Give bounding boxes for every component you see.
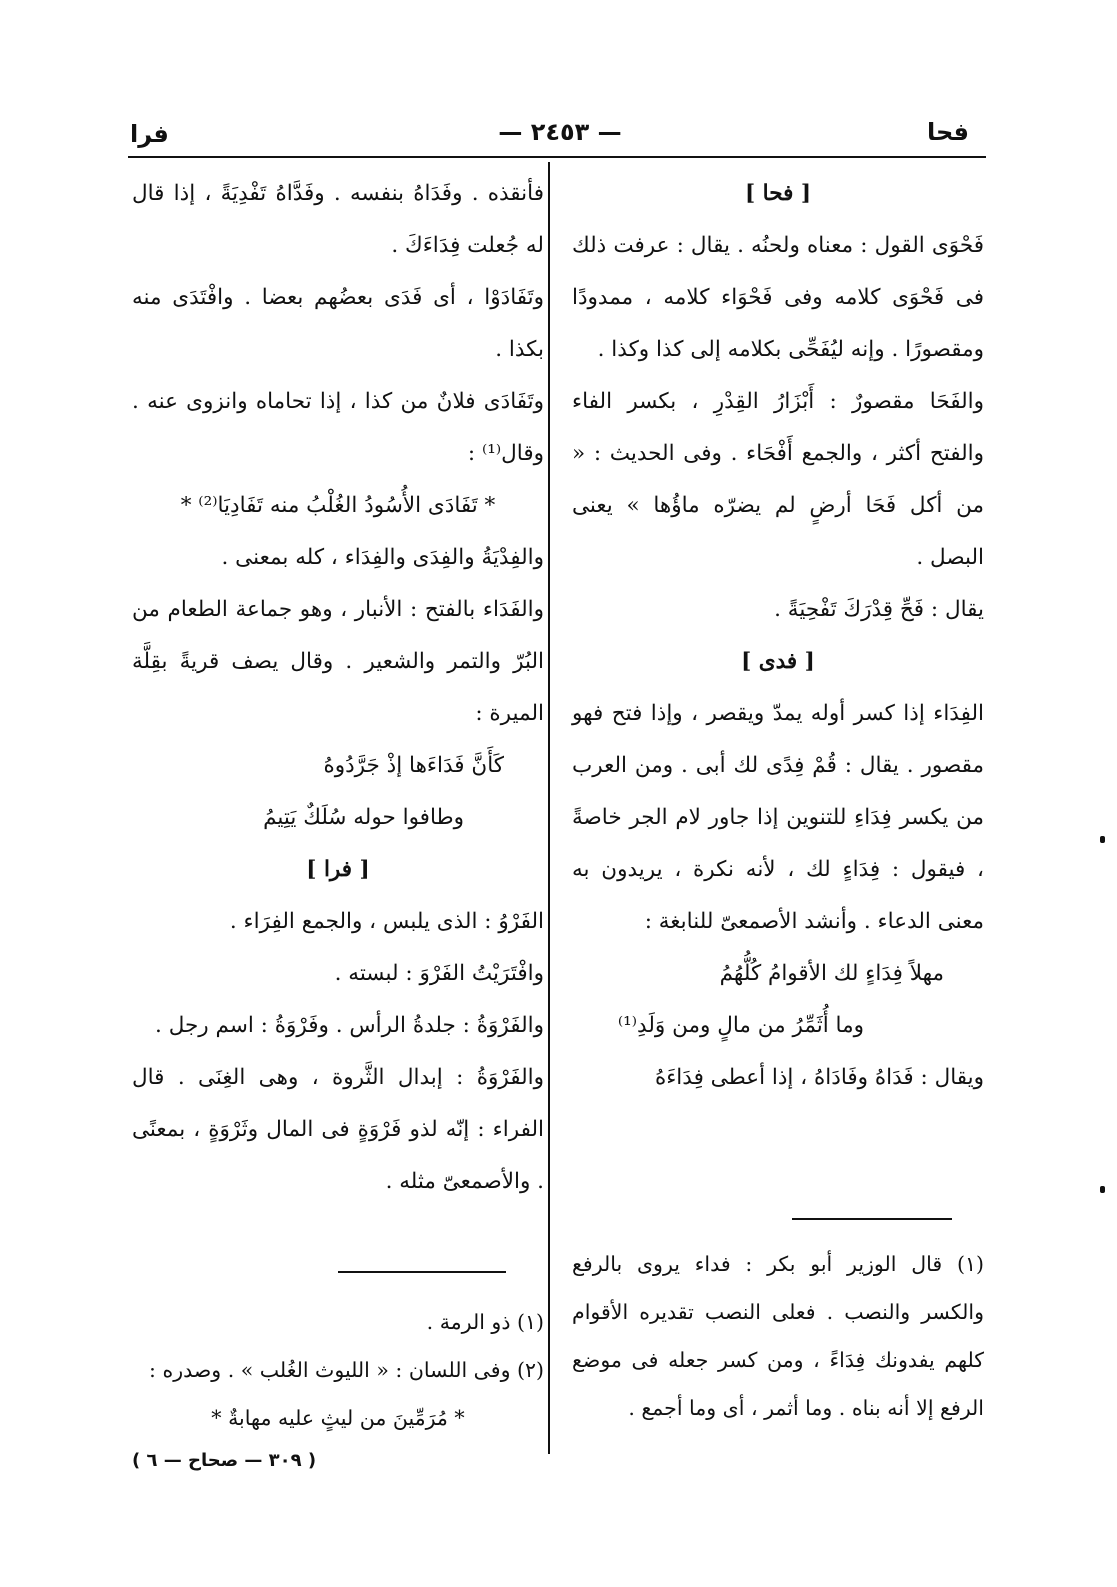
header-left-word: فرا [130,120,169,148]
verse-line: كَأَنَّ فَدَاءَها إذْ جَرَّدُوهُ [323,753,504,778]
left-column [132,168,544,1208]
footnote-left [132,1298,544,1442]
scan-mark [1100,836,1105,843]
footnote-rule [338,1271,506,1273]
paragraph: والفِدْيَةُ والفِدَى والفِدَاء ، كله بمعنى . [221,545,544,570]
footnote-rule [792,1218,952,1220]
footnote-1: (١) ذو الرمة . [426,1310,544,1334]
footnote-text: (١) قال الوزير أبو بكر : فداء يروى بالرفع والكسر والنصب . فعلى النصب تقديره الأقوام كلهم يفدونك فِدَاءً ، ومن كسر جعله فى موضع الرفع إلا أنه بناه . وما أثمر ، أى وما أجمع . [572,1252,984,1420]
paragraph: وتَفَادَوْا ، أى فَدَى بعضُهم بعضا . وافْتَدَى منه بكذا . [132,285,544,362]
signature-mark: ( ٣٠٩ — صحاح — ٦ ) [132,1450,317,1471]
footnote-2: (٢) وفى اللسان : « الليوث الغُلب » . وصدره : [149,1358,544,1382]
verse-line: * تَفَادَى الأُسُودُ الغُلْبُ منه تَفَادِيَا⁽²⁾ * [180,493,496,518]
header-right-word: فحا [926,118,969,146]
verse-line: مهلاً فِدَاءٍ لك الأقوامُ كُلُّهُمُ [719,961,944,986]
verse-line: وما أُثَمِّرُ من مالٍ ومن وَلَدِ⁽¹⁾ [617,1013,864,1038]
entry-head: [ فرا ] [306,857,370,882]
paragraph: والفَرْوَةُ : إبدال الثَّروة ، وهى الغِنَى . قال الفراء : إنّه لذو فَرْوَةٍ فى المال وثَرْوَةٍ ، بمعنًى . والأصمعىّ مثله . [132,1065,544,1194]
paragraph: والفَدَاء بالفتح : الأنبار ، وهو جماعة الطعام من البُرّ والتمر والشعير . وقال يصف قريةً بقِلَّة الميرة : [132,597,544,726]
header-rule [128,156,986,158]
right-column [572,168,984,1104]
paragraph: الفَرْوُ : الذى يلبس ، والجمع الفِرَاء . [229,909,544,934]
paragraph: والفَرْوَةُ : جلدةُ الرأس . وفَرْوَةُ : اسم رجل . [155,1013,544,1038]
paragraph: والفَحَا مقصورٌ : أَبْزَارُ القِدْرِ ، بكسر الفاء والفتح أكثر ، والجمع أَفْحَاء . وفى الحديث : « من أكل فَحَا أرضٍ لم يضرّه ماؤُها » يعنى البصل . [572,389,984,570]
paragraph: ويقال : فَدَاهُ وفَادَاهُ ، إذا أعطى فِدَاءَهُ [654,1065,984,1090]
entry-head: [ فدى ] [741,649,815,674]
footnote-right [572,1240,984,1432]
paragraph: وافْتَرَيْتُ الفَرْوَ : لبسته . [334,961,544,986]
page-header [130,112,985,152]
page-number: — ٢٤٥٣ — [498,118,622,146]
footnote-verse: * مُرَمِّينَ من ليثٍ عليه مهابةٌ * [211,1406,465,1430]
paragraph: يقال : فَحِّ قِدْرَكَ تَفْحِيَةً . [774,597,984,622]
column-divider [548,162,550,1454]
paragraph: فَحْوَى القول : معناه ولحنُه . يقال : عرفت ذلك فى فَحْوَى كلامه وفى فَحْوَاء كلامه ، ممدودًا ومقصورًا . وإنه ليُفَحِّى بكلامه إلى كذا وكذا . [572,233,984,362]
paragraph: الفِدَاء إذا كسر أوله يمدّ ويقصر ، وإذا فتح فهو مقصور . يقال : قُمْ فِدًى لك أبى . ومن العرب من يكسر فِدَاءِ للتنوين إذا جاور لام الجر خاصةً ، فيقول : فِدَاءٍ لك ، لأنه نكرة ، يريدون به معنى الدعاء . وأنشد الأصمعىّ للنابغة : [572,701,984,934]
paragraph: وتَفَادَى فلانٌ من كذا ، إذا تحاماه وانزوى عنه . وقال⁽¹⁾ : [132,389,544,466]
verse-line: وطافوا حوله سُلَكٌ يَتِيمُ [263,805,464,830]
entry-head: [ فحا ] [744,181,812,206]
scan-mark [1100,1186,1105,1193]
paragraph: فأنقذه . وفَدَاهُ بنفسه . وفَدَّاهُ تَفْدِيَةً ، إذا قال له جُعلت فِدَاءَكَ . [132,181,544,258]
